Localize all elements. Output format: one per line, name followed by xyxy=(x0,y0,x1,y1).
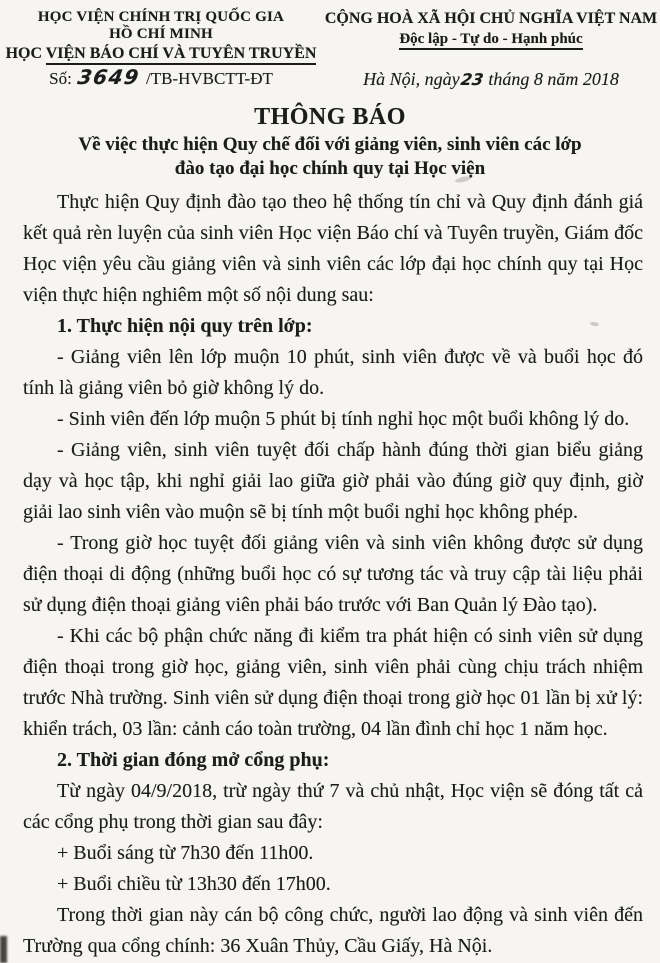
parent-institution-name-line2: HỒ CHÍ MINH xyxy=(109,26,213,42)
date-prefix: Hà Nội, ngày xyxy=(363,69,460,89)
place-and-date xyxy=(322,69,660,90)
national-header-block xyxy=(322,9,660,91)
main-gate-paragraph: Trong thời gian này cán bộ công chức, người lao động và sinh viên đến Trường qua cổng chính: 36 Xuân Thủy, Cầu Giấy, Hà Nội. xyxy=(23,904,643,957)
section-1-heading: 1. Thực hiện nội quy trên lớp: xyxy=(57,315,313,337)
scan-noise-speck xyxy=(208,389,215,395)
scan-edge-artifact xyxy=(0,936,7,963)
document-number-label: Số: xyxy=(49,69,72,88)
document-subtitle-line1: Về việc thực hiện Quy chế đối với giảng viên, sinh viên các lớp xyxy=(78,134,582,155)
national-title: CỘNG HOÀ XÃ HỘI CHỦ NGHĨA VIỆT NAM xyxy=(324,10,658,27)
rule-item-phone-penalties: - Khi các bộ phận chức năng đi kiểm tra phát hiện có sinh viên sử dụng điện thoại trong giờ học, giảng viên, sinh viên phải cùng chịu trách nhiệm trước Nhà trường. Sinh viên sử dụng điện thoại trong giờ học 01 lần bị xử lý: khiển trách, 03 lần: cảnh cáo toàn trường, 04 lần đình chỉ học 1 năm học. xyxy=(23,625,643,740)
date-day-handwritten: 23 xyxy=(459,70,485,89)
gate-schedule-intro: Từ ngày 04/9/2018, trừ ngày thứ 7 và chủ nhật, Học viện sẽ đóng tất cả các cổng phụ trong thời gian sau đây: xyxy=(23,780,643,833)
gate-schedule-morning: + Buổi sáng từ 7h30 đến 11h00. xyxy=(57,842,314,864)
document-number-suffix: /TB-HVBCTT-ĐT xyxy=(145,69,273,88)
rule-item-schedule-compliance: - Giảng viên, sinh viên tuyệt đối chấp hành đúng thời gian biểu giảng dạy và học tập, khi nghỉ giải lao giữa giờ phải vào đúng giờ quy định, giờ giải lao sinh viên vào muộn sẽ bị tính một buổi nghỉ học không phép. xyxy=(23,439,643,523)
rule-item-student-late: - Sinh viên đến lớp muộn 5 phút bị tính nghỉ học một buổi không lý do. xyxy=(57,408,630,430)
document-body xyxy=(0,187,660,962)
document-number-handwritten: 3649 xyxy=(76,65,142,89)
institution-name-prefix: HỌC xyxy=(5,45,46,62)
document-subtitle-line2: đào tạo đại học chính quy tại Học viện xyxy=(174,158,486,179)
document-number xyxy=(0,65,322,91)
parent-institution-name: HỌC VIỆN CHÍNH TRỊ QUỐC GIA xyxy=(37,9,285,25)
document-subtitle xyxy=(0,133,660,181)
document-header xyxy=(0,0,660,91)
issuing-institution-block xyxy=(0,9,322,91)
rule-item-phone-ban: - Trong giờ học tuyệt đối giảng viên và sinh viên không được sử dụng điện thoại di động (những buổi học có sự tương tác và truy cập tài liệu phải sử dụng điện thoại giảng viên phải báo trước với Ban Quản lý Đào tạo). xyxy=(23,532,643,616)
national-motto: Độc lập - Tự do - Hạnh phúc xyxy=(322,30,660,48)
institution-name-underlined: VIỆN BÁO CHÍ VÀ TUYÊN TRUYỀN xyxy=(46,45,317,65)
document-title: THÔNG BÁO xyxy=(254,104,406,130)
scan-noise-speck xyxy=(500,700,506,704)
section-2-heading: 2. Thời gian đóng mở cổng phụ: xyxy=(57,749,330,771)
gate-schedule-afternoon: + Buổi chiều từ 13h30 đến 17h00. xyxy=(57,873,331,895)
date-suffix: tháng 8 năm 2018 xyxy=(488,69,619,89)
institution-name xyxy=(0,44,322,64)
rule-item-teacher-late: - Giảng viên lên lớp muộn 10 phút, sinh viên được về và buổi học đó tính là giảng viên bỏ giờ không lý do. xyxy=(23,346,643,399)
intro-paragraph: Thực hiện Quy định đào tạo theo hệ thống tín chỉ và Quy định đánh giá kết quả rèn luyện của sinh viên Học viện Báo chí và Tuyên truyền, Giám đốc Học viện yêu cầu giảng viên và sinh viên các lớp đại học chính quy tại Học viện thực hiện nghiêm một số nội dung sau: xyxy=(23,191,643,306)
